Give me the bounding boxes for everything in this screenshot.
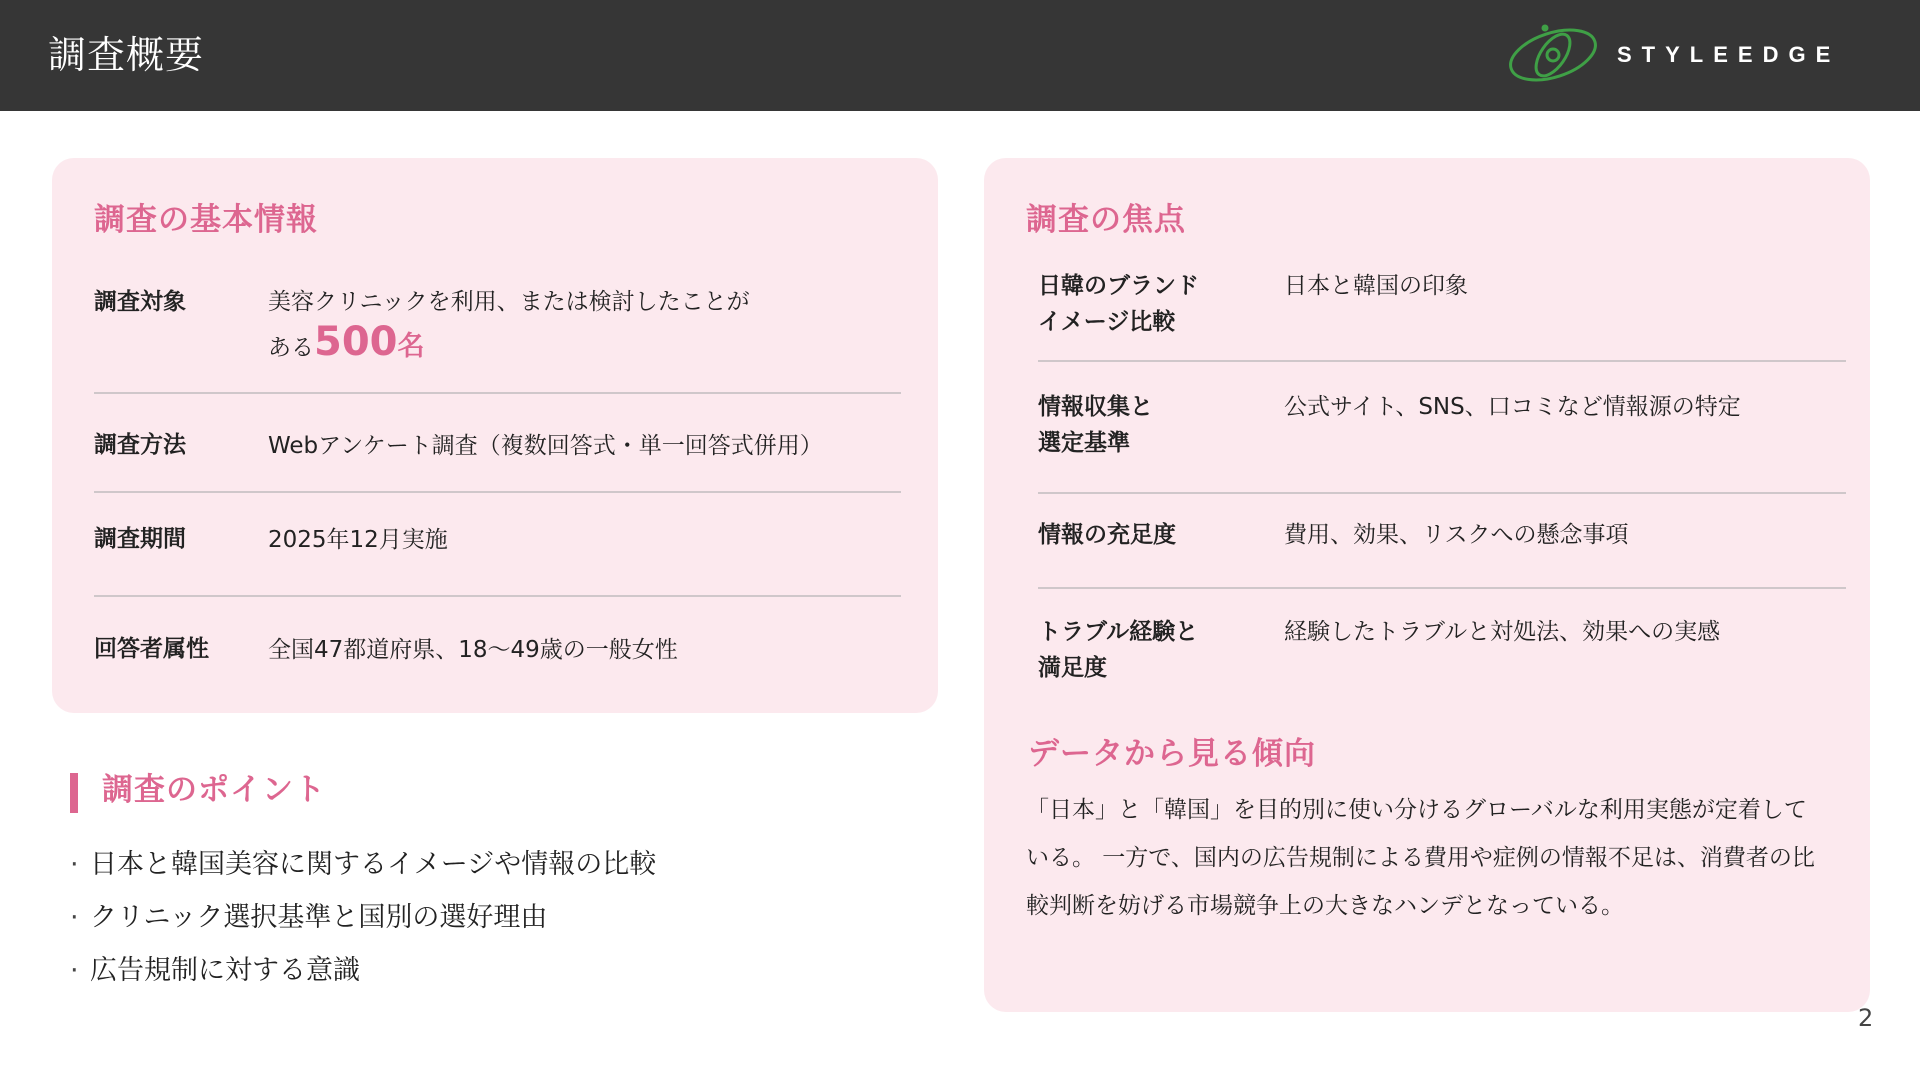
divider <box>1038 360 1846 362</box>
info-value-line <box>268 319 888 368</box>
focus-label: トラブル経験と 満足度 <box>1038 619 1199 681</box>
focus-value: 費用、効果、リスクへの懸念事項 <box>1284 522 1629 548</box>
point-text: クリニック選択基準と国別の選好理由 <box>90 902 548 933</box>
focus-value: 経験したトラブルと対処法、効果への実感 <box>1284 619 1721 645</box>
points-list <box>70 838 656 997</box>
info-row-method <box>94 426 901 466</box>
info-row-attributes <box>94 630 901 670</box>
divider <box>94 392 901 394</box>
list-item: · 広告規制に対する意識 <box>70 955 360 986</box>
focus-label: 日韓のブランド イメージ比較 <box>1038 273 1199 335</box>
page-title: 調査概要 <box>48 33 205 77</box>
points-heading: 調査のポイント <box>102 772 326 808</box>
focus-row-brand-image <box>1038 268 1846 340</box>
info-value: 2025年12月実施 <box>268 527 448 553</box>
focus-value: 日本と韓国の印象 <box>1284 273 1468 299</box>
info-row-target <box>94 282 901 365</box>
brand <box>1505 22 1840 88</box>
divider <box>1038 492 1846 494</box>
focus-value: 公式サイト、SNS、口コミなど情報源の特定 <box>1284 394 1741 420</box>
divider <box>1038 587 1846 589</box>
divider <box>94 491 901 493</box>
focus-row-trouble <box>1038 614 1846 686</box>
divider <box>94 595 901 597</box>
info-label: 回答者属性 <box>94 636 209 662</box>
point-text: 日本と韓国美容に関するイメージや情報の比較 <box>90 849 657 880</box>
focus-card <box>984 158 1870 1012</box>
info-value-line: 美容クリニックを利用、または検討したことが <box>268 289 750 315</box>
info-label: 調査期間 <box>94 526 186 552</box>
header-bar <box>0 0 1920 111</box>
info-value: Webアンケート調査（複数回答式・単一回答式併用） <box>268 433 823 459</box>
orbit-logo-icon <box>1505 22 1601 88</box>
point-text: 広告規制に対する意識 <box>90 955 360 986</box>
info-value <box>268 282 888 368</box>
info-value-prefix: ある <box>268 335 314 361</box>
focus-row-info-gathering <box>1038 389 1846 461</box>
focus-label: 情報の充足度 <box>1038 522 1176 548</box>
info-label: 調査方法 <box>94 432 186 458</box>
brand-name: STYLEEDGE <box>1617 42 1841 67</box>
list-item: · クリニック選択基準と国別の選好理由 <box>70 902 548 933</box>
focus-row-sufficiency <box>1038 517 1846 557</box>
info-value: 全国47都道府県、18～49歳の一般女性 <box>268 637 678 663</box>
info-row-period <box>94 520 901 560</box>
focus-label: 情報収集と 選定基準 <box>1038 394 1153 456</box>
page-number: 2 <box>1858 1004 1874 1032</box>
info-label: 調査対象 <box>94 289 186 315</box>
list-item: · 日本と韓国美容に関するイメージや情報の比較 <box>70 849 657 880</box>
respondent-count: 500 <box>314 319 398 365</box>
trend-heading: データから見る傾向 <box>1028 736 1316 772</box>
respondent-unit: 名 <box>397 331 425 362</box>
basic-info-heading: 調査の基本情報 <box>94 202 318 238</box>
basic-info-card <box>52 158 938 713</box>
points-accent-bar <box>70 773 78 813</box>
focus-heading: 調査の焦点 <box>1026 202 1186 238</box>
trend-text: 「日本」と「韓国」を目的別に使い分けるグローバルな利用実態が定着している。 一方で、国内の広告規制による費用や症例の情報不足は、消費者の比較判断を妨げる市場競争上の大きなハンデとなっている。 <box>1026 797 1815 919</box>
